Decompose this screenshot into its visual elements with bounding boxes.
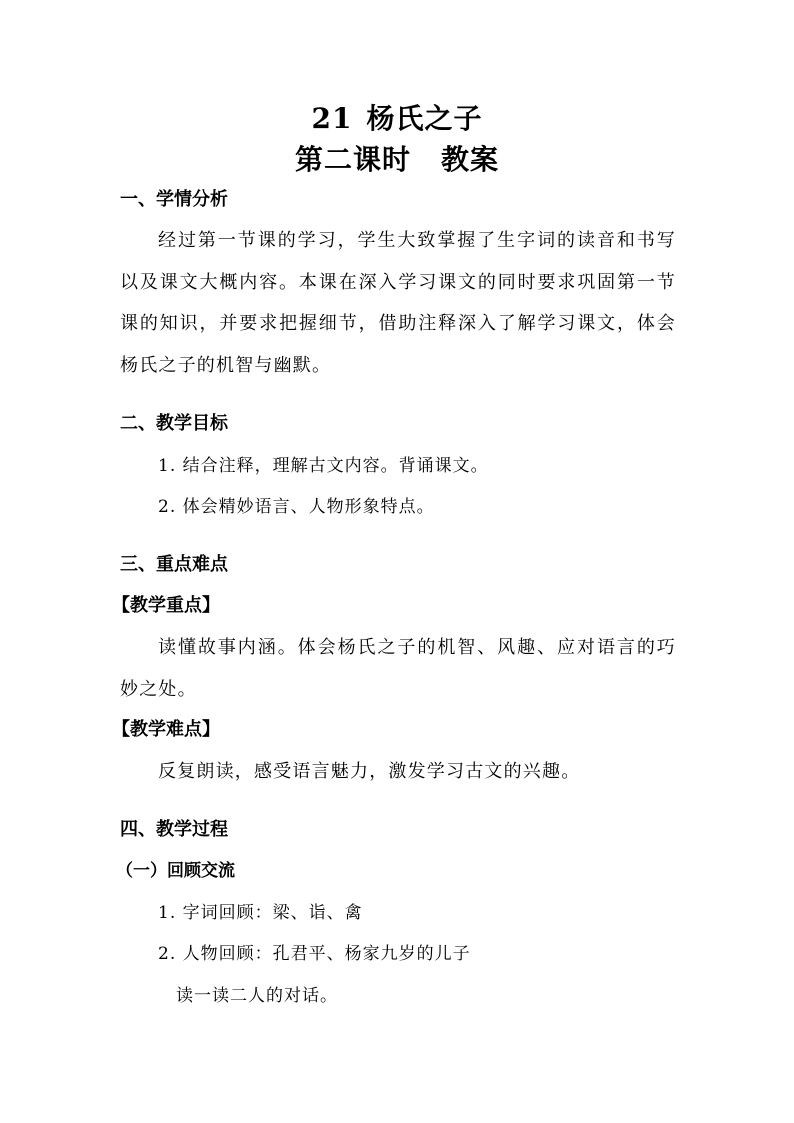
lesson-name: 杨氏之子 [366, 102, 483, 135]
process-item-2: 2. 人物回顾：孔君平、杨家九岁的儿子 [158, 944, 471, 964]
lesson-number: 21 [311, 102, 353, 135]
lesson-title [0, 101, 794, 137]
process-item-1: 1. 字词回顾：梁、诣、禽 [158, 903, 363, 923]
lesson-subtitle [0, 142, 794, 178]
process-subheading: （一）回顾交流 [116, 861, 235, 881]
difficulty-paragraph: 反复朗读，感受语言魅力，激发学习古文的兴趣。 [158, 761, 581, 782]
section-heading-process: 四、教学过程 [120, 819, 228, 840]
process-note: 读一读二人的对话。 [176, 986, 338, 1006]
focus-paragraph: 读懂故事内涵。体会杨氏之子的机智、风趣、应对语言的巧妙之处。 [120, 637, 676, 700]
analysis-paragraph: 经过第一节课的学习，学生大致掌握了生字词的读音和书写以及课文大概内容。本课在深入学习课文的同时要求巩固第一节课的知识，并要求把握细节，借助注释深入了解学习课文，体会杨氏之子的机智与幽默。 [120, 230, 676, 376]
difficulty-label: 【教学难点】 [112, 719, 220, 740]
section-heading-key-points: 三、重点难点 [120, 554, 228, 575]
subtitle-period: 第二课时 [294, 143, 411, 176]
section-heading-analysis: 一、学情分析 [120, 189, 228, 210]
section-heading-goals: 二、教学目标 [120, 413, 228, 434]
goal-item-2: 2. 体会精妙语言、人物形象特点。 [158, 497, 435, 517]
focus-label: 【教学重点】 [112, 595, 220, 616]
goal-item-1: 1. 结合注释，理解古文内容。背诵课文。 [158, 456, 489, 476]
subtitle-type: 教案 [441, 143, 500, 176]
